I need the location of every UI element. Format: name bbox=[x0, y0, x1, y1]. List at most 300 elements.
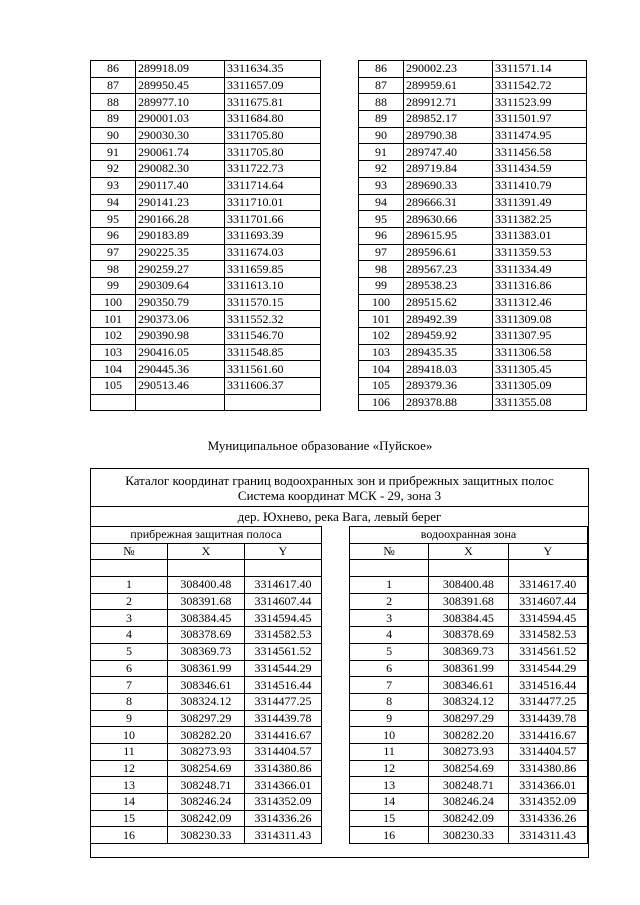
y-coordinate-cell: 3311359.53 bbox=[493, 244, 587, 261]
y-coordinate-cell bbox=[225, 394, 321, 411]
point-number-cell: 105 bbox=[359, 378, 404, 395]
table-row bbox=[91, 593, 322, 610]
table-row bbox=[350, 660, 588, 677]
x-coordinate-cell: 308230.33 bbox=[429, 827, 508, 844]
x-coordinate-cell: 308273.93 bbox=[167, 743, 244, 760]
table-row bbox=[350, 710, 588, 727]
point-number-cell: 99 bbox=[359, 277, 404, 294]
table-row bbox=[359, 378, 587, 395]
y-coordinate-cell: 3314544.29 bbox=[244, 660, 321, 677]
y-coordinate-cell: 3314366.01 bbox=[508, 777, 587, 794]
x-coordinate-cell: 289852.17 bbox=[404, 111, 493, 128]
y-coordinate-cell: 3314617.40 bbox=[508, 577, 587, 594]
point-number-cell: 15 bbox=[350, 810, 429, 827]
table-row bbox=[91, 311, 321, 328]
y-coordinate-cell: 3314416.67 bbox=[508, 727, 587, 744]
x-coordinate-cell: 289492.39 bbox=[404, 311, 493, 328]
point-number-cell: 95 bbox=[91, 211, 136, 228]
table-row bbox=[91, 777, 322, 794]
x-coordinate-cell: 308246.24 bbox=[429, 794, 508, 811]
point-number-cell: 103 bbox=[359, 344, 404, 361]
x-coordinate-cell: 289379.36 bbox=[404, 378, 493, 395]
catalog-heading-line2: Система координат МСК - 29, зона 3 bbox=[237, 488, 442, 503]
x-coordinate-cell: 289790.38 bbox=[404, 127, 493, 144]
x-coordinate-cell: 290082.30 bbox=[136, 161, 225, 178]
y-coordinate-cell: 3311552.32 bbox=[225, 311, 321, 328]
y-coordinate-cell: 3311693.39 bbox=[225, 227, 321, 244]
catalog-heading bbox=[91, 469, 588, 507]
section-title-right: водоохранная зона bbox=[350, 527, 588, 544]
x-coordinate-cell: 308242.09 bbox=[429, 810, 508, 827]
x-coordinate-cell: 308369.73 bbox=[429, 643, 508, 660]
x-coordinate-cell: 289690.33 bbox=[404, 177, 493, 194]
point-number-cell: 94 bbox=[91, 194, 136, 211]
x-coordinate-cell: 290061.74 bbox=[136, 144, 225, 161]
table-row bbox=[91, 144, 321, 161]
point-number-cell: 12 bbox=[91, 760, 168, 777]
point-number-cell: 99 bbox=[91, 277, 136, 294]
table-row bbox=[91, 693, 322, 710]
table-row bbox=[91, 177, 321, 194]
catalog-body bbox=[91, 526, 588, 857]
x-coordinate-cell: 308254.69 bbox=[429, 760, 508, 777]
table-row bbox=[91, 227, 321, 244]
point-number-cell: 9 bbox=[350, 710, 429, 727]
point-number-cell: 106 bbox=[359, 394, 404, 411]
y-coordinate-cell: 3311523.99 bbox=[493, 94, 587, 111]
table-row bbox=[91, 61, 321, 78]
x-coordinate-cell: 289378.88 bbox=[404, 394, 493, 411]
y-coordinate-cell: 3314561.52 bbox=[508, 643, 587, 660]
x-coordinate-cell: 289950.45 bbox=[136, 77, 225, 94]
y-coordinate-cell: 3314516.44 bbox=[508, 677, 587, 694]
point-number-cell: 96 bbox=[359, 227, 404, 244]
table-row bbox=[91, 244, 321, 261]
table-row bbox=[91, 294, 321, 311]
y-coordinate-cell: 3314477.25 bbox=[244, 693, 321, 710]
point-number-cell: 88 bbox=[359, 94, 404, 111]
point-number-cell: 105 bbox=[91, 378, 136, 395]
table-row bbox=[359, 161, 587, 178]
y-coordinate-cell: 3311382.25 bbox=[493, 211, 587, 228]
y-coordinate-cell: 3311434.59 bbox=[493, 161, 587, 178]
table-row bbox=[350, 810, 588, 827]
table-row bbox=[91, 577, 322, 594]
x-coordinate-cell: 290117.40 bbox=[136, 177, 225, 194]
y-coordinate-cell: 3314516.44 bbox=[244, 677, 321, 694]
top-right-tbody bbox=[359, 61, 587, 411]
point-number-cell bbox=[91, 394, 136, 411]
point-number-cell: 9 bbox=[91, 710, 168, 727]
col-x-header: X bbox=[429, 543, 508, 560]
x-coordinate-cell: 308378.69 bbox=[429, 627, 508, 644]
point-number-cell: 90 bbox=[359, 127, 404, 144]
point-number-cell: 89 bbox=[359, 111, 404, 128]
table-row bbox=[91, 794, 322, 811]
x-coordinate-cell: 290309.64 bbox=[136, 277, 225, 294]
point-number-cell: 8 bbox=[91, 693, 168, 710]
y-coordinate-cell: 3311305.09 bbox=[493, 378, 587, 395]
table-row bbox=[91, 643, 322, 660]
y-coordinate-cell: 3314380.86 bbox=[508, 760, 587, 777]
x-coordinate-cell: 289630.66 bbox=[404, 211, 493, 228]
point-number-cell: 13 bbox=[350, 777, 429, 794]
column-header-row bbox=[91, 543, 322, 560]
top-left-tbody bbox=[91, 61, 321, 411]
y-coordinate-cell: 3314416.67 bbox=[244, 727, 321, 744]
point-number-cell: 100 bbox=[359, 294, 404, 311]
table-row bbox=[91, 344, 321, 361]
y-coordinate-cell: 3314594.45 bbox=[244, 610, 321, 627]
table-row bbox=[91, 194, 321, 211]
x-coordinate-cell: 290390.98 bbox=[136, 328, 225, 345]
x-coordinate-cell: 308400.48 bbox=[167, 577, 244, 594]
table-row bbox=[91, 378, 321, 395]
table-row bbox=[350, 593, 588, 610]
table-row bbox=[91, 261, 321, 278]
table-row bbox=[359, 144, 587, 161]
catalog-location: дер. Юхнево, река Вага, левый берег bbox=[237, 509, 442, 524]
y-coordinate-cell: 3311561.60 bbox=[225, 361, 321, 378]
y-coordinate-cell: 3311307.95 bbox=[493, 328, 587, 345]
x-coordinate-cell: 290513.46 bbox=[136, 378, 225, 395]
table-row bbox=[359, 277, 587, 294]
point-number-cell: 91 bbox=[359, 144, 404, 161]
x-coordinate-cell: 290183.89 bbox=[136, 227, 225, 244]
x-coordinate-cell: 289435.35 bbox=[404, 344, 493, 361]
point-number-cell: 98 bbox=[359, 261, 404, 278]
x-coordinate-cell: 289719.84 bbox=[404, 161, 493, 178]
point-number-cell: 104 bbox=[359, 361, 404, 378]
table-row bbox=[350, 610, 588, 627]
point-number-cell: 16 bbox=[91, 827, 168, 844]
column-header-row bbox=[350, 543, 588, 560]
municipality-title: Муниципальное образование «Пуйское» bbox=[207, 438, 433, 453]
table-row bbox=[91, 677, 322, 694]
y-coordinate-cell: 3311312.46 bbox=[493, 294, 587, 311]
y-coordinate-cell: 3311410.79 bbox=[493, 177, 587, 194]
table-row bbox=[91, 94, 321, 111]
y-coordinate-cell: 3311334.49 bbox=[493, 261, 587, 278]
point-number-cell: 5 bbox=[350, 643, 429, 660]
y-coordinate-cell: 3314477.25 bbox=[508, 693, 587, 710]
point-number-cell: 89 bbox=[91, 111, 136, 128]
table-row bbox=[91, 727, 322, 744]
x-coordinate-cell bbox=[136, 394, 225, 411]
table-row bbox=[91, 111, 321, 128]
x-coordinate-cell: 308384.45 bbox=[429, 610, 508, 627]
x-coordinate-cell: 308254.69 bbox=[167, 760, 244, 777]
y-coordinate-cell: 3311546.70 bbox=[225, 328, 321, 345]
y-coordinate-cell: 3314380.86 bbox=[244, 760, 321, 777]
y-coordinate-cell: 3311456.58 bbox=[493, 144, 587, 161]
point-number-cell: 10 bbox=[91, 727, 168, 744]
table-gap bbox=[323, 526, 349, 857]
point-number-cell: 102 bbox=[359, 328, 404, 345]
point-number-cell: 1 bbox=[350, 577, 429, 594]
y-coordinate-cell: 3311501.97 bbox=[493, 111, 587, 128]
x-coordinate-cell: 289459.92 bbox=[404, 328, 493, 345]
top-right-coordinates-table bbox=[358, 60, 587, 411]
x-coordinate-cell: 290002.23 bbox=[404, 61, 493, 78]
point-number-cell: 15 bbox=[91, 810, 168, 827]
table-row bbox=[359, 261, 587, 278]
y-coordinate-cell: 3314607.44 bbox=[508, 593, 587, 610]
table-row bbox=[91, 211, 321, 228]
y-coordinate-cell: 3311383.01 bbox=[493, 227, 587, 244]
table-row bbox=[91, 328, 321, 345]
table-row bbox=[359, 344, 587, 361]
table-row bbox=[359, 194, 587, 211]
y-coordinate-cell: 3311305.45 bbox=[493, 361, 587, 378]
table-row bbox=[91, 710, 322, 727]
table-row bbox=[91, 760, 322, 777]
table-row bbox=[359, 61, 587, 78]
point-number-cell: 96 bbox=[91, 227, 136, 244]
x-coordinate-cell: 290030.30 bbox=[136, 127, 225, 144]
point-number-cell: 12 bbox=[350, 760, 429, 777]
col-no-header: № bbox=[91, 543, 168, 560]
point-number-cell: 7 bbox=[350, 677, 429, 694]
x-coordinate-cell: 308246.24 bbox=[167, 794, 244, 811]
point-number-cell: 94 bbox=[359, 194, 404, 211]
catalog-heading-line1: Каталог координат границ водоохранных зон и прибрежных защитных полос bbox=[125, 473, 554, 488]
table-row bbox=[350, 627, 588, 644]
point-number-cell: 92 bbox=[91, 161, 136, 178]
point-number-cell: 6 bbox=[91, 660, 168, 677]
y-coordinate-cell: 3311634.35 bbox=[225, 61, 321, 78]
point-number-cell: 91 bbox=[91, 144, 136, 161]
water-protection-zone-table bbox=[349, 526, 588, 844]
x-coordinate-cell: 308361.99 bbox=[167, 660, 244, 677]
point-number-cell: 101 bbox=[91, 311, 136, 328]
y-coordinate-cell: 3311722.73 bbox=[225, 161, 321, 178]
point-number-cell: 3 bbox=[350, 610, 429, 627]
point-number-cell: 1 bbox=[91, 577, 168, 594]
table-row bbox=[350, 643, 588, 660]
x-coordinate-cell: 290225.35 bbox=[136, 244, 225, 261]
y-coordinate-cell: 3311613.10 bbox=[225, 277, 321, 294]
y-coordinate-cell: 3314439.78 bbox=[508, 710, 587, 727]
table-row bbox=[91, 660, 322, 677]
point-number-cell: 86 bbox=[91, 61, 136, 78]
y-coordinate-cell: 3314366.01 bbox=[244, 777, 321, 794]
x-coordinate-cell: 290001.03 bbox=[136, 111, 225, 128]
table-row bbox=[350, 827, 588, 844]
point-number-cell: 97 bbox=[91, 244, 136, 261]
x-coordinate-cell: 289912.71 bbox=[404, 94, 493, 111]
y-coordinate-cell: 3311657.09 bbox=[225, 77, 321, 94]
point-number-cell: 86 bbox=[359, 61, 404, 78]
table-row bbox=[91, 161, 321, 178]
x-coordinate-cell: 308400.48 bbox=[429, 577, 508, 594]
table-row bbox=[91, 127, 321, 144]
shore-protection-strip-table bbox=[90, 526, 322, 844]
x-coordinate-cell: 289615.95 bbox=[404, 227, 493, 244]
table-row bbox=[359, 294, 587, 311]
point-number-cell: 101 bbox=[359, 311, 404, 328]
point-number-cell: 5 bbox=[91, 643, 168, 660]
y-coordinate-cell: 3314607.44 bbox=[244, 593, 321, 610]
col-y-header: Y bbox=[244, 543, 321, 560]
x-coordinate-cell: 289515.62 bbox=[404, 294, 493, 311]
x-coordinate-cell: 290141.23 bbox=[136, 194, 225, 211]
point-number-cell: 95 bbox=[359, 211, 404, 228]
x-coordinate-cell: 289918.09 bbox=[136, 61, 225, 78]
table-row bbox=[350, 727, 588, 744]
y-coordinate-cell: 3311674.03 bbox=[225, 244, 321, 261]
y-coordinate-cell: 3311705.80 bbox=[225, 127, 321, 144]
table-row bbox=[91, 610, 322, 627]
y-coordinate-cell: 3314311.43 bbox=[244, 827, 321, 844]
table-row bbox=[359, 328, 587, 345]
point-number-cell: 100 bbox=[91, 294, 136, 311]
x-coordinate-cell: 289418.03 bbox=[404, 361, 493, 378]
x-coordinate-cell: 290166.28 bbox=[136, 211, 225, 228]
top-left-coordinates-table bbox=[90, 60, 321, 411]
point-number-cell: 3 bbox=[91, 610, 168, 627]
point-number-cell: 97 bbox=[359, 244, 404, 261]
x-coordinate-cell: 290416.05 bbox=[136, 344, 225, 361]
x-coordinate-cell: 289567.23 bbox=[404, 261, 493, 278]
x-coordinate-cell: 308282.20 bbox=[429, 727, 508, 744]
x-coordinate-cell: 308391.68 bbox=[167, 593, 244, 610]
point-number-cell: 98 bbox=[91, 261, 136, 278]
table-row bbox=[350, 693, 588, 710]
table-row bbox=[350, 794, 588, 811]
x-coordinate-cell: 308369.73 bbox=[167, 643, 244, 660]
x-coordinate-cell: 289977.10 bbox=[136, 94, 225, 111]
coordinate-catalog bbox=[90, 468, 589, 858]
y-coordinate-cell: 3311548.85 bbox=[225, 344, 321, 361]
table-row bbox=[359, 177, 587, 194]
point-number-cell: 93 bbox=[359, 177, 404, 194]
y-coordinate-cell: 3314439.78 bbox=[244, 710, 321, 727]
x-coordinate-cell: 308273.93 bbox=[429, 743, 508, 760]
table-row bbox=[350, 760, 588, 777]
table-row bbox=[359, 361, 587, 378]
point-number-cell: 90 bbox=[91, 127, 136, 144]
table-row bbox=[91, 361, 321, 378]
col-x-header: X bbox=[167, 543, 244, 560]
section-row bbox=[91, 527, 322, 544]
table-row bbox=[91, 810, 322, 827]
point-number-cell: 2 bbox=[91, 593, 168, 610]
y-coordinate-cell: 3314352.09 bbox=[244, 794, 321, 811]
x-coordinate-cell: 308248.71 bbox=[429, 777, 508, 794]
y-coordinate-cell: 3314311.43 bbox=[508, 827, 587, 844]
table-row bbox=[359, 111, 587, 128]
y-coordinate-cell: 3314336.26 bbox=[508, 810, 587, 827]
point-number-cell: 4 bbox=[91, 627, 168, 644]
y-coordinate-cell: 3311306.58 bbox=[493, 344, 587, 361]
table-row bbox=[91, 627, 322, 644]
table-row bbox=[359, 394, 587, 411]
x-coordinate-cell: 308324.12 bbox=[167, 693, 244, 710]
table-row bbox=[350, 743, 588, 760]
y-coordinate-cell: 3311606.37 bbox=[225, 378, 321, 395]
x-coordinate-cell: 290445.36 bbox=[136, 361, 225, 378]
x-coordinate-cell: 289666.31 bbox=[404, 194, 493, 211]
y-coordinate-cell: 3314617.40 bbox=[244, 577, 321, 594]
table-row bbox=[350, 577, 588, 594]
x-coordinate-cell: 308346.61 bbox=[429, 677, 508, 694]
x-coordinate-cell: 290350.79 bbox=[136, 294, 225, 311]
x-coordinate-cell: 308324.12 bbox=[429, 693, 508, 710]
x-coordinate-cell: 308248.71 bbox=[167, 777, 244, 794]
x-coordinate-cell: 308297.29 bbox=[167, 710, 244, 727]
section-row bbox=[350, 527, 588, 544]
bot-right-tbody bbox=[350, 527, 588, 844]
blank-row bbox=[350, 560, 588, 577]
x-coordinate-cell: 289596.61 bbox=[404, 244, 493, 261]
point-number-cell: 6 bbox=[350, 660, 429, 677]
point-number-cell: 87 bbox=[359, 77, 404, 94]
table-row bbox=[91, 277, 321, 294]
point-number-cell: 14 bbox=[91, 794, 168, 811]
point-number-cell: 102 bbox=[91, 328, 136, 345]
y-coordinate-cell: 3311355.08 bbox=[493, 394, 587, 411]
table-row bbox=[359, 211, 587, 228]
x-coordinate-cell: 290259.27 bbox=[136, 261, 225, 278]
point-number-cell: 103 bbox=[91, 344, 136, 361]
table-row bbox=[359, 227, 587, 244]
y-coordinate-cell: 3314404.57 bbox=[244, 743, 321, 760]
x-coordinate-cell: 308282.20 bbox=[167, 727, 244, 744]
point-number-cell: 93 bbox=[91, 177, 136, 194]
table-row bbox=[359, 311, 587, 328]
x-coordinate-cell: 289538.23 bbox=[404, 277, 493, 294]
point-number-cell: 16 bbox=[350, 827, 429, 844]
point-number-cell: 88 bbox=[91, 94, 136, 111]
y-coordinate-cell: 3314594.45 bbox=[508, 610, 587, 627]
section-title-left: прибрежная защитная полоса bbox=[91, 527, 322, 544]
x-coordinate-cell: 308384.45 bbox=[167, 610, 244, 627]
x-coordinate-cell: 308361.99 bbox=[429, 660, 508, 677]
col-y-header: Y bbox=[508, 543, 587, 560]
y-coordinate-cell: 3311714.64 bbox=[225, 177, 321, 194]
table-row bbox=[91, 827, 322, 844]
y-coordinate-cell: 3311675.81 bbox=[225, 94, 321, 111]
point-number-cell: 104 bbox=[91, 361, 136, 378]
x-coordinate-cell: 308297.29 bbox=[429, 710, 508, 727]
point-number-cell: 10 bbox=[350, 727, 429, 744]
table-row bbox=[359, 94, 587, 111]
x-coordinate-cell: 308378.69 bbox=[167, 627, 244, 644]
point-number-cell: 4 bbox=[350, 627, 429, 644]
y-coordinate-cell: 3314404.57 bbox=[508, 743, 587, 760]
point-number-cell: 13 bbox=[91, 777, 168, 794]
x-coordinate-cell: 308242.09 bbox=[167, 810, 244, 827]
point-number-cell: 11 bbox=[91, 743, 168, 760]
y-coordinate-cell: 3311659.85 bbox=[225, 261, 321, 278]
table-row bbox=[350, 777, 588, 794]
y-coordinate-cell: 3311571.14 bbox=[493, 61, 587, 78]
point-number-cell: 11 bbox=[350, 743, 429, 760]
y-coordinate-cell: 3311542.72 bbox=[493, 77, 587, 94]
blank-row bbox=[91, 560, 322, 577]
table-row bbox=[91, 743, 322, 760]
y-coordinate-cell: 3311701.66 bbox=[225, 211, 321, 228]
point-number-cell: 7 bbox=[91, 677, 168, 694]
x-coordinate-cell: 308230.33 bbox=[167, 827, 244, 844]
y-coordinate-cell: 3314582.53 bbox=[508, 627, 587, 644]
table-row bbox=[91, 77, 321, 94]
point-number-cell: 2 bbox=[350, 593, 429, 610]
table-row bbox=[359, 77, 587, 94]
y-coordinate-cell: 3314336.26 bbox=[244, 810, 321, 827]
y-coordinate-cell: 3311570.15 bbox=[225, 294, 321, 311]
